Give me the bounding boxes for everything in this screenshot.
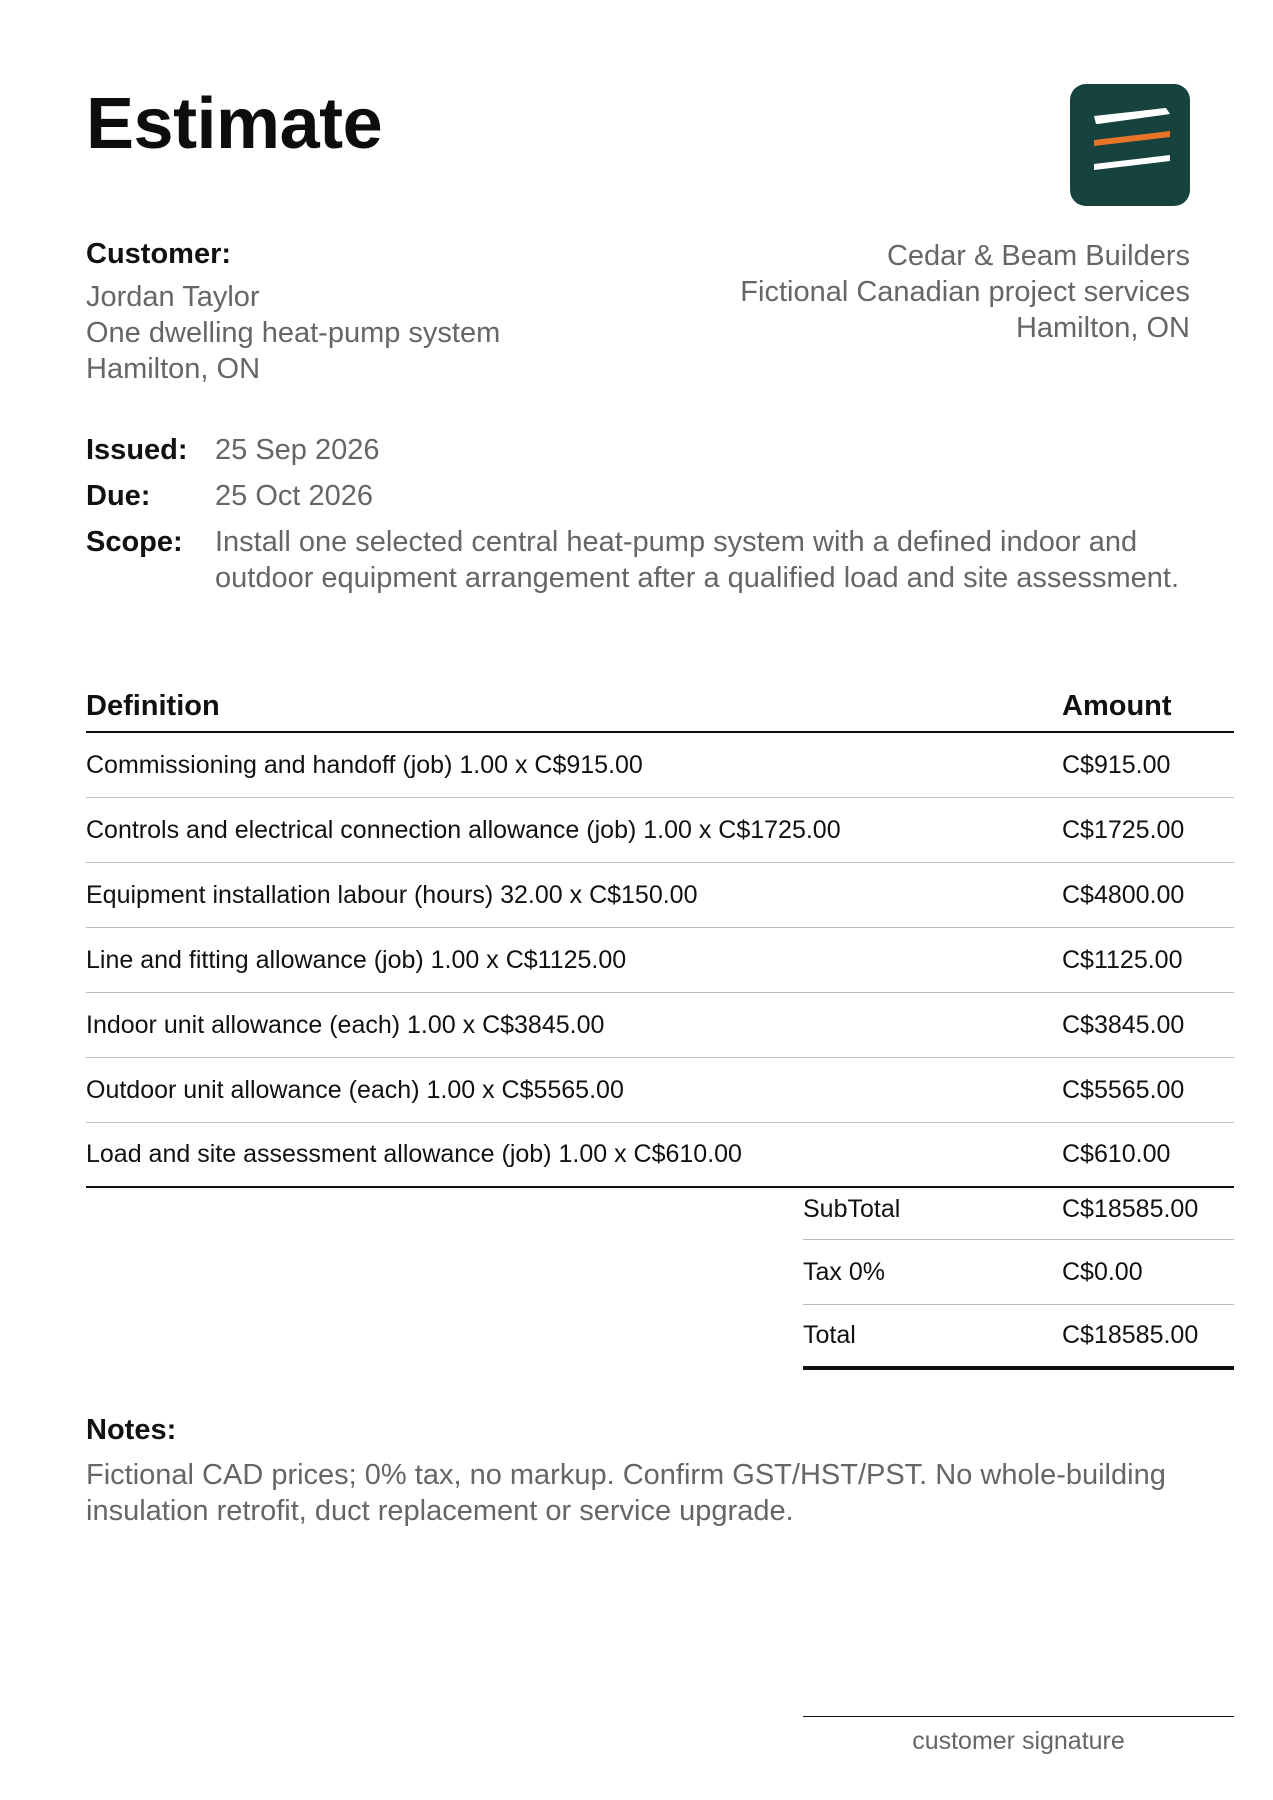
tax-row xyxy=(803,1240,1234,1305)
scope-text: Install one selected central heat-pump system with a defined indoor and outdoor equipment arrangement after a qualified load and site assessment. xyxy=(215,526,1180,594)
total-row xyxy=(803,1305,1234,1370)
issued-label: Issued: xyxy=(86,434,188,466)
logo-background xyxy=(1070,84,1190,206)
line-item-amount: C$4800.00 xyxy=(1062,880,1185,909)
subtotal-label: SubTotal xyxy=(803,1195,901,1223)
line-item-amount: C$1725.00 xyxy=(1062,815,1185,844)
issued-date: 25 Sep 2026 xyxy=(215,434,380,466)
subtotal-value: C$18585.00 xyxy=(1062,1195,1199,1223)
line-item-amount: C$915.00 xyxy=(1062,750,1171,779)
line-item-definition: Outdoor unit allowance (each) 1.00 x C$5565.00 xyxy=(86,1075,624,1104)
tax-label: Tax 0% xyxy=(803,1257,885,1286)
document-title: Estimate xyxy=(86,84,383,164)
company-location: Hamilton, ON xyxy=(1015,312,1190,344)
total-value: C$18585.00 xyxy=(1062,1321,1199,1349)
company-name: Cedar & Beam Builders xyxy=(886,240,1190,272)
table-row xyxy=(86,928,1234,993)
due-row xyxy=(86,478,1226,514)
table-row xyxy=(86,863,1234,928)
line-item-definition: Commissioning and handoff (job) 1.00 x C$915.00 xyxy=(86,750,643,779)
line-item-amount: C$3845.00 xyxy=(1062,1010,1185,1039)
customer-name: Jordan Taylor xyxy=(86,281,260,313)
estimate-meta xyxy=(86,432,1226,606)
customer-project: One dwelling heat-pump system xyxy=(86,317,501,349)
totals-block xyxy=(803,1180,1234,1370)
scope-label: Scope: xyxy=(86,526,183,558)
total-label: Total xyxy=(803,1321,856,1349)
company-tagline: Fictional Canadian project services xyxy=(740,276,1190,308)
notes-block xyxy=(86,1414,1186,1529)
line-item-definition: Line and fitting allowance (job) 1.00 x C$1125.00 xyxy=(86,945,627,974)
customer-block xyxy=(86,238,500,387)
tax-value: C$0.00 xyxy=(1062,1257,1143,1286)
notes-text: Fictional CAD prices; 0% tax, no markup. Confirm GST/HST/PST. No whole-building insulation retrofit, duct replacement or service upgrade. xyxy=(86,1459,1166,1527)
issued-row xyxy=(86,432,1226,468)
scope-row xyxy=(86,524,1226,596)
line-item-amount: C$1125.00 xyxy=(1062,945,1183,974)
table-row xyxy=(86,733,1234,798)
line-item-definition: Load and site assessment allowance (job) 1.00 x C$610.00 xyxy=(86,1140,742,1168)
line-item-definition: Indoor unit allowance (each) 1.00 x C$3845.00 xyxy=(86,1010,605,1039)
column-header-definition: Definition xyxy=(86,690,220,722)
company-logo-icon xyxy=(1070,84,1190,206)
line-item-definition: Controls and electrical connection allowance (job) 1.00 x C$1725.00 xyxy=(86,815,841,844)
notes-label: Notes: xyxy=(86,1414,177,1446)
line-item-amount: C$5565.00 xyxy=(1062,1075,1185,1104)
company-block xyxy=(740,238,1190,346)
line-items-table xyxy=(86,690,1234,1188)
table-row xyxy=(86,1123,1234,1188)
line-item-definition: Equipment installation labour (hours) 32.00 x C$150.00 xyxy=(86,880,698,909)
table-row xyxy=(86,993,1234,1058)
line-item-amount: C$610.00 xyxy=(1062,1140,1171,1168)
subtotal-row xyxy=(803,1180,1234,1240)
table-row xyxy=(86,1058,1234,1123)
column-header-amount: Amount xyxy=(1062,690,1172,722)
customer-label: Customer: xyxy=(86,238,232,270)
customer-location: Hamilton, ON xyxy=(86,353,261,385)
due-date: 25 Oct 2026 xyxy=(215,480,373,512)
signature-label: customer signature xyxy=(912,1727,1125,1755)
signature-line[interactable] xyxy=(803,1716,1234,1717)
table-row xyxy=(86,798,1234,863)
table-header xyxy=(86,690,1234,733)
due-label: Due: xyxy=(86,480,151,512)
